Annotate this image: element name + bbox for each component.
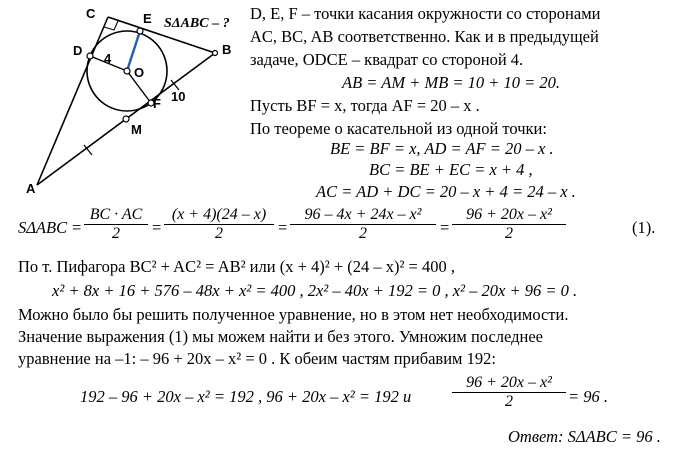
pyth-line-1: По т. Пифагора BC² + AC² = AB² или (x + 4)² + (24 – x)² = 400 , [18,257,455,276]
point-d [87,53,93,59]
label-b: B [222,42,232,57]
text-p1-line1: D, E, F – точки касания окружности со сторонами [250,4,601,23]
label-a: A [26,181,36,196]
area-question: SΔABC – ? [164,16,230,31]
frac-4 [452,206,566,243]
label-c: C [86,6,96,21]
point-m [123,116,129,122]
equation-number: (1). [632,218,656,237]
label-f: F [153,96,161,111]
final-fraction-den: 2 [505,393,513,410]
frac-1 [84,206,148,243]
frac-4-num: 96 + 20x – x² [452,206,566,225]
point-o [124,68,130,74]
eq-be: BE = BF = x, AD = AF = 20 – x . [330,139,554,158]
frac-3-den: 2 [359,225,367,242]
final-fraction [452,374,566,411]
frac-1-num: BC · AC [84,206,148,225]
frac-3 [290,206,436,243]
frac-2 [164,206,274,243]
label-o: O [134,65,145,80]
text-p3: По теореме о касательной из одной точки: [250,119,547,138]
eq-sign-1: = [72,218,82,237]
frac-4-den: 2 [505,225,513,242]
eq-ab: AB = AM + MB = 10 + 10 = 20. [342,73,561,92]
frac-2-den: 2 [215,225,223,242]
eq-sign-2: = [152,218,162,237]
text-p1-line2: AC, BC, AB соответственно. Как и в предыдущей [250,27,599,46]
final-fraction-num: 96 + 20x – x² [452,374,566,393]
eq-sign-3: = [278,218,288,237]
area-lhs: SΔABC [18,218,68,237]
final-rhs: = 96 . [568,387,609,406]
point-b [213,51,218,56]
text-p4-line3: уравнение на –1: – 96 + 20x – x² = 0 . К обеим частям прибавим 192: [18,349,496,368]
frac-2-num: (x + 4)(24 – x) [164,206,274,225]
eq-ac: AC = AD + DC = 20 – x + 4 = 24 – x . [316,182,576,201]
point-e [137,28,143,34]
label-m: M [131,122,142,137]
text-p1-line3: задаче, ODCE – квадрат со стороной 4. [250,50,524,69]
text-p2: Пусть BF = x, тогда AF = 20 – x . [250,96,480,115]
label-e: E [143,11,152,26]
eq-sign-4: = [440,218,450,237]
pyth-line-2: x² + 8x + 16 + 576 – 48x + x² = 400 , 2x² – 40x + 192 = 0 , x² – 20x + 96 = 0 . [52,281,578,300]
frac-3-num: 96 – 4x + 24x – x² [290,206,436,225]
text-p4-line2: Значение выражения (1) мы можем найти и без этого. Умножим последнее [18,327,543,346]
answer: Ответ: SΔABC = 96 . [508,427,661,446]
label-fb: 10 [171,89,186,104]
label-d: D [73,43,83,58]
label-r: 4 [104,51,112,66]
final-equation: 192 – 96 + 20x – x² = 192 , 96 + 20x – x² = 192 и [80,387,412,406]
text-p4-line1: Можно было бы решить полученное уравнение, но в этом нет необходимости. [18,305,569,324]
frac-1-den: 2 [112,225,120,242]
eq-bc: BC = BE + EC = x + 4 , [369,160,533,179]
